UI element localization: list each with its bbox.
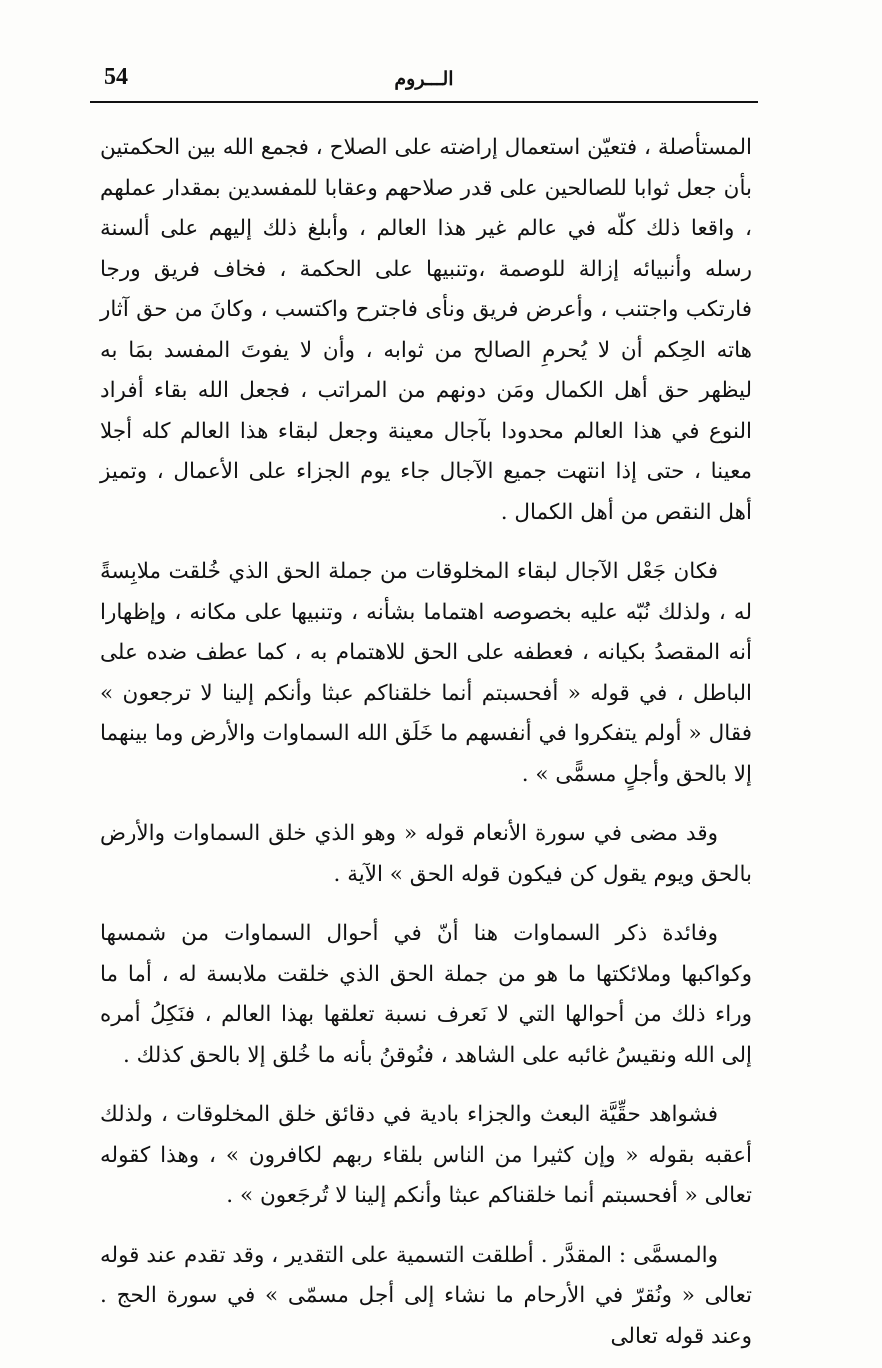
page-number: 54 [104, 64, 128, 90]
header-divider [90, 101, 758, 103]
running-title: الـــروم [394, 68, 454, 90]
paragraph-6: والمسمَّى : المقدَّر . أطلقت التسمية على التقدير ، وقد تقدم عند قوله تعالى « ونُقرّ في الأرحام ما نشاء إلى أجل مسمّى » في سورة الحج . وعند قوله تعالى [100, 1242, 752, 1349]
paragraph-5: فشواهد حقِّيَّة البعث والجزاء بادية في دقائق خلق المخلوقات ، ولذلك أعقبه بقوله « وإن كثيرا من الناس بلقاء ربهم لكافرون » ، وهذا كقوله تعالى « أفحسبتم أنما خلقناكم عبثا وأنكم إلينا لا تُرجَعون » . [100, 1102, 752, 1208]
paragraph-3: وقد مضى في سورة الأنعام قوله « وهو الذي خلق السماوات والأرض بالحق ويوم يقول كن فيكون قوله الحق » الآية . [100, 821, 752, 887]
paragraph-4: وفائدة ذكر السماوات هنا أنّ في أحوال السماوات من شمسها وكواكبها وملائكتها ما هو من جملة الحق الذي خلقت ملابسة له ، أما ما وراء ذلك من أحوالها التي لا نَعرف نسبة تعلقها بهذا العالم ، فنَكِلُ أمره إلى الله ونقيسُ غائبه على الشاهد ، فنُوقنُ بأنه ما خُلق إلا بالحق كذلك . [100, 921, 752, 1068]
paragraph-1: المستأصلة ، فتعيّن استعمال إراضته على الصلاح ، فجمع الله بين الحكمتين بأن جعل ثوابا للصالحين على قدر صلاحهم وعقابا للمفسدين بمقدار عملهم ، واقعا ذلك كلّه في عالم غير هذا العالم ، وأبلغ ذلك إليهم على ألسنة رسله وأنبيائه إزالة للوصمة ،وتنبيها على الحكمة ، فخاف فريق ورجا فارتكب واجتنب ، وأعرض فريق ونأى فاجترح واكتسب ، وكانَ من حق آثار هاته الحِكم أن لا يُحرمِ الصالح من ثوابه ، وأن لا يفوتَ المفسد بمَا به ليظهر حق أهل الكمال ومَن دونهم من المراتب ، فجعل الله بقاء أفراد النوع في هذا العالم محدودا بآجال معينة وجعل لبقاء هذا العالم كله أجلا معينا ، حتى إذا انتهت جميع الآجال جاء يوم الجزاء على الأعمال ، وتميز أهل النقص من أهل الكمال . [100, 135, 752, 525]
paragraph-2: فكان جَعْل الآجال لبقاء المخلوقات من جملة الحق الذي خُلقت ملابِسةً له ، ولذلك نُبّه عليه بخصوصه اهتماما بشأنه ، وتنبيها على مكانه ، وإظهارا أنه المقصدُ بكيانه ، فعطفه على الحق للاهتمام به ، كما عطف ضده على الباطل ، في قوله « أفحسبتم أنما خلقناكم عبثا وأنكم إلينا لا ترجعون » فقال « أولم يتفكروا في أنفسهم ما خَلَق الله السماوات والأرض وما بينهما إلا بالحق وأجلٍ مسمًّى » . [100, 559, 752, 787]
page-body-text [100, 128, 752, 1357]
running-header [90, 60, 758, 102]
